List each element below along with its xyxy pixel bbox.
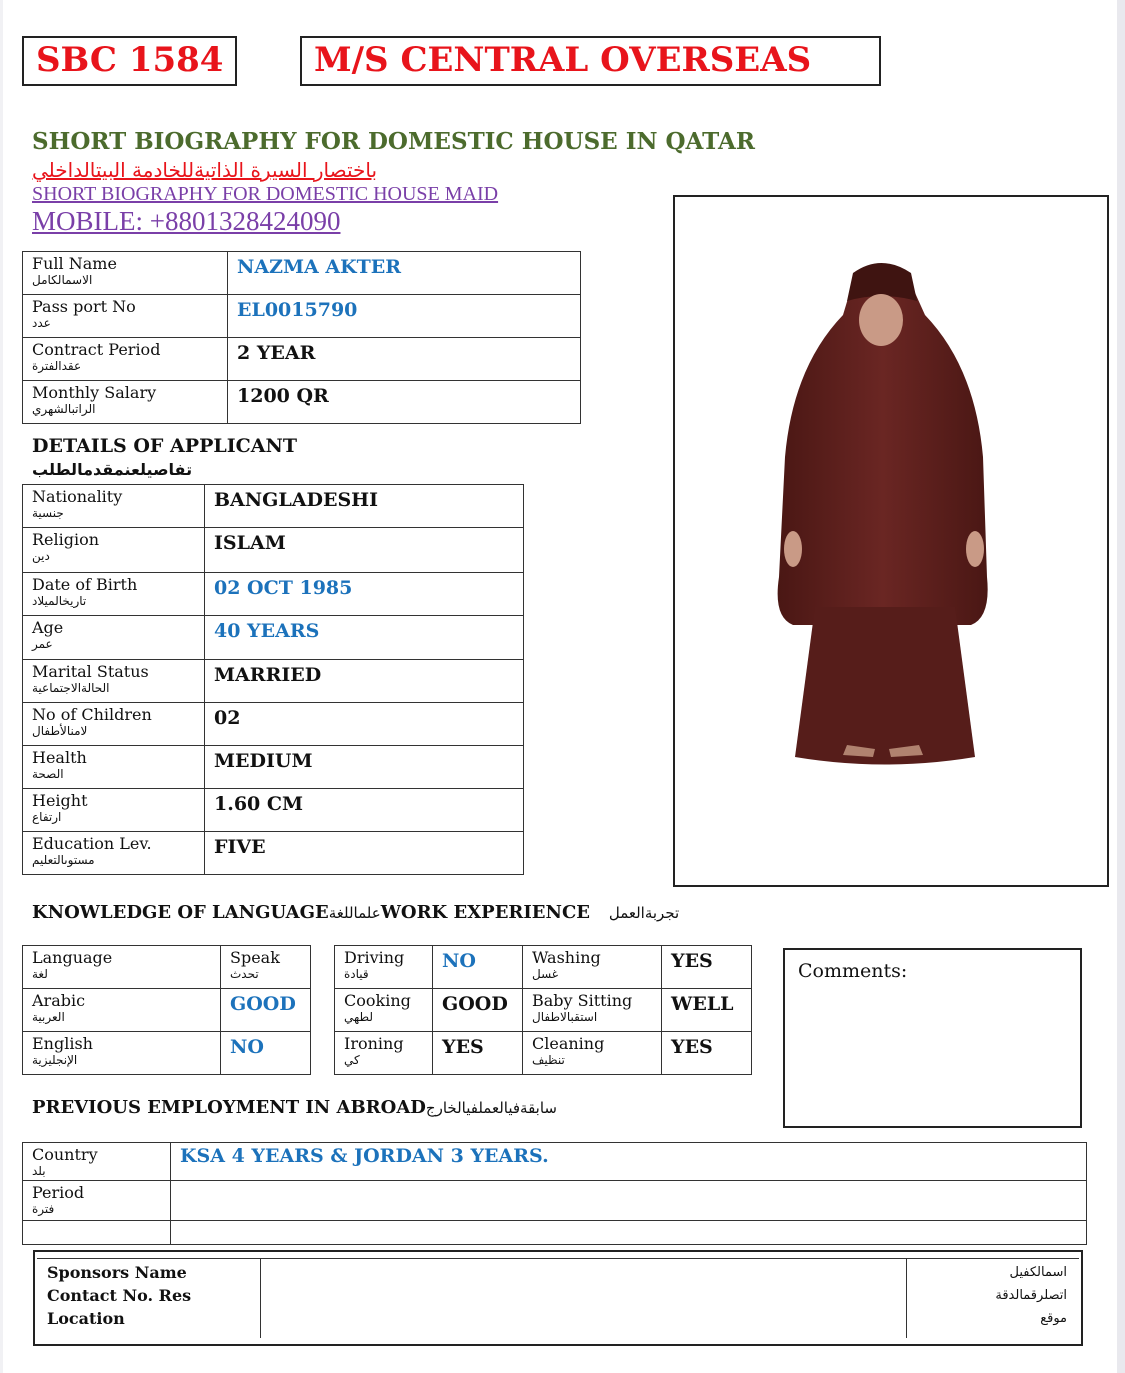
education-label: Education Lev.	[32, 834, 152, 853]
children-label: No of Children	[32, 705, 152, 724]
speak-col-label-arabic: تحدث	[230, 967, 259, 981]
table-row	[23, 832, 524, 875]
table-row	[23, 1032, 311, 1075]
cooking-label: Cooking	[344, 991, 411, 1010]
religion-label-arabic: دين	[32, 549, 50, 563]
previous-employment-table	[22, 1142, 1087, 1245]
period-label-arabic: فترة	[32, 1202, 55, 1216]
nationality-value: BANGLADESHI	[214, 489, 379, 511]
agency-box: M/S CENTRAL OVERSEAS	[300, 36, 881, 86]
marital-label-arabic: الحالةالاجتماعية	[32, 681, 110, 695]
full-name-label-arabic: الاسمالكامل	[32, 273, 93, 287]
table-row	[335, 1032, 752, 1075]
age-value: 40 YEARS	[214, 620, 320, 642]
details-heading: DETAILS OF APPLICANT	[32, 435, 297, 457]
basic-info-table	[22, 251, 581, 424]
passport-label-arabic: عدد	[32, 316, 51, 330]
nationality-label: Nationality	[32, 487, 123, 506]
country-label: Country	[32, 1145, 98, 1164]
age-label-arabic: عمر	[32, 637, 53, 651]
table-row	[23, 746, 524, 789]
table-row	[23, 946, 311, 989]
table-row	[23, 703, 524, 746]
main-title-arabic: باختصار السيرة الذاتيةللخادمة البيتالداخلي	[32, 158, 378, 182]
english-label: English	[32, 1034, 93, 1053]
period-label: Period	[32, 1183, 85, 1202]
sponsor-location-label-arabic: موقع	[1040, 1311, 1067, 1326]
sponsor-contact-label-arabic: اتصلرقمالدقة	[995, 1288, 1067, 1303]
sponsor-name-label-arabic: اسمالكفيل	[1009, 1265, 1067, 1280]
full-name-label: Full Name	[32, 254, 117, 273]
previous-heading: PREVIOUS EMPLOYMENT IN ABROAD	[32, 1097, 426, 1118]
main-title: SHORT BIOGRAPHY FOR DOMESTIC HOUSE IN QATAR	[32, 128, 755, 155]
applicant-photo-frame	[673, 195, 1109, 887]
dob-label: Date of Birth	[32, 575, 138, 594]
height-value: 1.60 CM	[214, 793, 304, 815]
baby-sitting-label: Baby Sitting	[532, 991, 633, 1010]
sponsor-box	[33, 1250, 1083, 1346]
cleaning-label-arabic: تنظيف	[532, 1053, 565, 1067]
table-row	[23, 338, 581, 381]
sponsor-divider-left	[260, 1258, 261, 1338]
table-row	[335, 989, 752, 1032]
baby-sitting-value: WELL	[671, 993, 734, 1015]
comments-box	[783, 948, 1082, 1128]
arabic-label-arabic: العربية	[32, 1010, 65, 1024]
washing-value: YES	[671, 950, 713, 972]
sponsor-top-rule	[37, 1258, 1079, 1259]
cleaning-label: Cleaning	[532, 1034, 605, 1053]
sponsor-location-label: Location	[47, 1309, 125, 1328]
height-label: Height	[32, 791, 88, 810]
contract-value: 2 YEAR	[237, 342, 316, 364]
driving-label-arabic: قيادة	[344, 967, 369, 981]
salary-label: Monthly Salary	[32, 383, 157, 402]
marital-label: Marital Status	[32, 662, 149, 681]
work-heading: WORK EXPERIENCE	[380, 902, 591, 923]
table-row	[23, 295, 581, 338]
sponsor-labels-arabic	[995, 1261, 1067, 1330]
contract-label: Contract Period	[32, 340, 161, 359]
driving-value: NO	[442, 950, 476, 972]
passport-label: Pass port No	[32, 297, 136, 316]
sub-title: SHORT BIOGRAPHY FOR DOMESTIC HOUSE MAID	[32, 183, 499, 205]
mobile-number: MOBILE: +8801328424090	[32, 206, 341, 236]
children-label-arabic: لامنالأطفال	[32, 724, 88, 738]
cooking-label-arabic: لطهي	[344, 1010, 374, 1024]
speak-col-label: Speak	[230, 948, 280, 967]
page-edge-left	[0, 0, 3, 1373]
children-value: 02	[214, 707, 241, 729]
full-name-value: NAZMA AKTER	[237, 256, 402, 278]
passport-value: EL0015790	[237, 299, 358, 321]
work-table	[334, 945, 752, 1075]
marital-value: MARRIED	[214, 664, 322, 686]
ironing-label-arabic: كي	[344, 1053, 360, 1067]
nationality-label-arabic: جنسية	[32, 506, 64, 520]
previous-employment-heading	[32, 1097, 557, 1118]
driving-label: Driving	[344, 948, 405, 967]
table-row	[23, 252, 581, 295]
previous-heading-arabic: سابقةفيالعملفيالخارج	[425, 1099, 557, 1117]
health-label: Health	[32, 748, 87, 767]
height-label-arabic: ارتفاع	[32, 810, 62, 824]
education-value: FIVE	[214, 836, 266, 858]
face-shape	[859, 294, 903, 346]
language-heading: KNOWLEDGE OF LANGUAGE	[32, 902, 329, 923]
details-heading-arabic: تفاصيلعنمقدمالطلب	[32, 460, 193, 479]
table-row	[23, 660, 524, 703]
language-col-label-arabic: لغة	[32, 967, 48, 981]
ironing-label: Ironing	[344, 1034, 404, 1053]
table-row	[23, 1143, 1087, 1181]
work-heading-arabic: تجربةالعمل	[608, 904, 680, 922]
education-label-arabic: مستوىالتعليم	[32, 853, 95, 867]
period-value	[171, 1181, 1087, 1221]
right-hand-shape	[966, 531, 984, 567]
comments-label: Comments:	[798, 960, 908, 982]
language-col-label: Language	[32, 948, 113, 967]
table-row	[23, 1221, 1087, 1245]
dob-label-arabic: تاريخالميلاد	[32, 594, 87, 608]
cooking-value: GOOD	[442, 993, 508, 1015]
page-edge-right	[1117, 0, 1125, 1373]
table-row	[335, 946, 752, 989]
language-table	[22, 945, 311, 1075]
religion-value: ISLAM	[214, 532, 286, 554]
washing-label: Washing	[532, 948, 601, 967]
language-work-heading	[32, 902, 679, 923]
table-row	[23, 616, 524, 660]
english-value: NO	[230, 1036, 264, 1058]
baby-sitting-label-arabic: استقبالاطفال	[532, 1010, 598, 1024]
arabic-value: GOOD	[230, 993, 296, 1015]
details-table	[22, 484, 524, 875]
english-label-arabic: الإنجليزية	[32, 1053, 78, 1067]
table-row	[23, 989, 311, 1032]
table-row	[23, 1181, 1087, 1221]
left-hand-shape	[784, 531, 802, 567]
robe-skirt-shape	[795, 607, 975, 765]
religion-label: Religion	[32, 530, 100, 549]
table-row	[23, 381, 581, 424]
table-row	[23, 528, 524, 573]
country-label-arabic: بلد	[32, 1164, 46, 1178]
health-value: MEDIUM	[214, 750, 313, 772]
salary-value: 1200 QR	[237, 385, 329, 407]
washing-label-arabic: غسل	[532, 967, 559, 981]
code-box: SBC 1584	[22, 36, 237, 86]
sponsor-divider-right	[906, 1258, 907, 1338]
age-label: Age	[32, 618, 64, 637]
arabic-label: Arabic	[32, 991, 86, 1010]
sponsor-name-label: Sponsors Name	[47, 1263, 187, 1282]
table-row	[23, 789, 524, 832]
dob-value: 02 OCT 1985	[214, 577, 353, 599]
health-label-arabic: الصحة	[32, 767, 64, 781]
language-heading-arabic: علماللغة	[328, 904, 381, 922]
contract-label-arabic: عقدالفترة	[32, 359, 82, 373]
country-value: KSA 4 YEARS & JORDAN 3 YEARS.	[180, 1145, 549, 1167]
sponsor-labels	[47, 1261, 191, 1330]
salary-label-arabic: الراتبالشهري	[32, 402, 96, 416]
table-row	[23, 573, 524, 616]
table-row	[23, 485, 524, 528]
sponsor-contact-label: Contact No. Res	[47, 1286, 192, 1305]
applicant-photo	[675, 197, 1107, 885]
ironing-value: YES	[442, 1036, 484, 1058]
cleaning-value: YES	[671, 1036, 713, 1058]
